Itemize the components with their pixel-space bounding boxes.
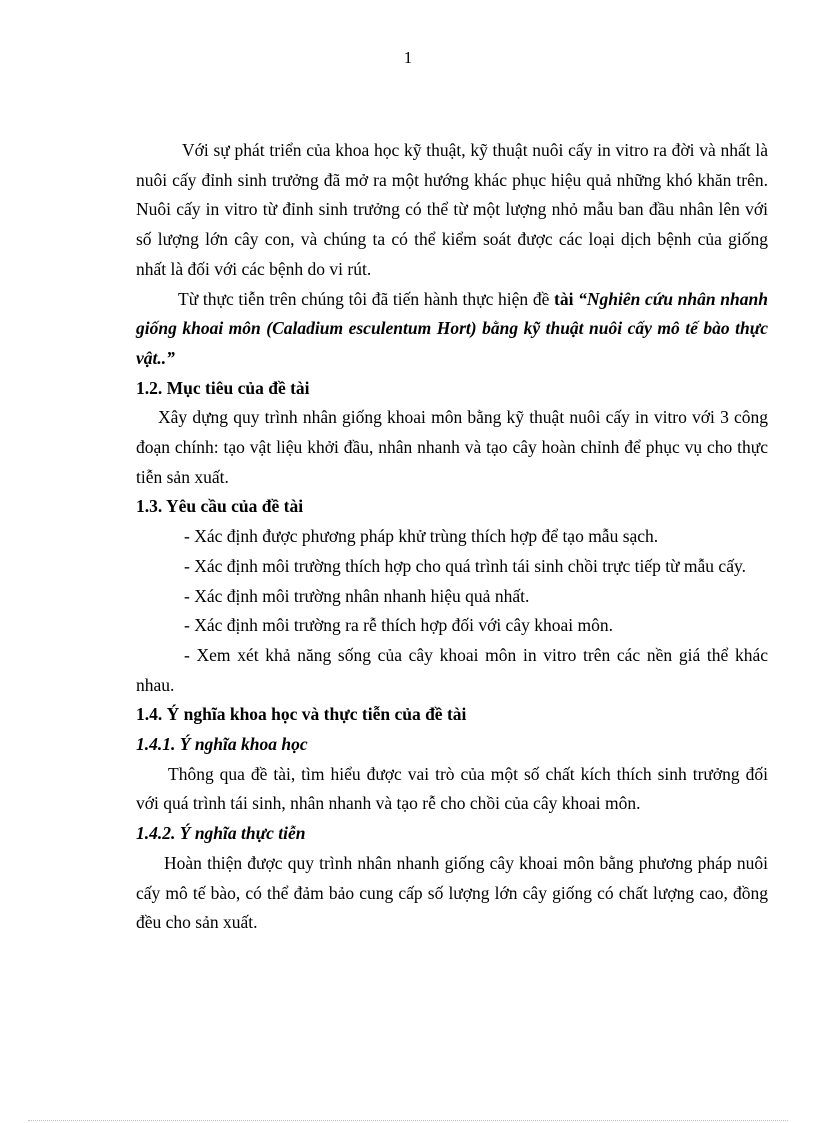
requirement-item: - Xem xét khả năng sống của cây khoai môn in vitro trên các nền giá thể khác nhau.	[136, 644, 768, 695]
intro-paragraph: Với sự phát triển của khoa học kỹ thuật, kỹ thuật nuôi cấy in vitro ra đời và nhất là nuôi cấy đỉnh sinh trưởng đã mở ra một hướng khác phục hiệu quả những khó khăn trên. Nuôi cấy in vitro từ đỉnh sinh trưởng có thể từ một lượng nhỏ mẫu ban đầu nhân lên với số lượng lớn cây con, và chúng ta có thể kiểm soát được các loại dịch bệnh của giống nhất là đối với các bệnh do vi rút.	[136, 140, 768, 279]
requirement-item: - Xác định môi trường nhân nhanh hiệu quả nhất.	[184, 585, 530, 606]
requirement-item: - Xác định môi trường thích hợp cho quá trình tái sinh chồi trực tiếp từ mẫu cấy.	[184, 555, 746, 576]
document-body	[136, 136, 768, 938]
page-bottom-divider	[28, 1120, 788, 1121]
section-1-4-1-text: Thông qua đề tài, tìm hiểu được vai trò của một số chất kích thích sinh trưởng đối với quá trình tái sinh, nhân nhanh và tạo rễ cho chồi của cây khoai môn.	[136, 763, 768, 814]
section-1-2-heading: 1.2. Mục tiêu của đề tài	[136, 377, 310, 398]
topic-tai-word: tài	[554, 288, 574, 309]
section-1-4-2-text: Hoàn thiện được quy trình nhân nhanh giống cây khoai môn bằng phương pháp nuôi cấy mô tế bào, có thể đảm bảo cung cấp số lượng lớn cây giống có chất lượng cao, đồng đều cho sản xuất.	[136, 852, 768, 933]
section-1-4-1-heading: 1.4.1. Ý nghĩa khoa học	[136, 734, 308, 755]
section-1-2-text: Xây dựng quy trình nhân giống khoai môn bằng kỹ thuật nuôi cấy in vitro với 3 công đoạn chính: tạo vật liệu khởi đầu, nhân nhanh và tạo cây hoàn chỉnh để phục vụ cho thực tiễn sản xuất.	[136, 407, 768, 487]
section-1-4-heading: 1.4. Ý nghĩa khoa học và thực tiễn của đề tài	[136, 704, 467, 725]
requirement-item: - Xác định được phương pháp khử trùng thích hợp để tạo mẫu sạch.	[184, 526, 659, 547]
page-number: 1	[403, 48, 413, 67]
topic-paragraph	[136, 285, 768, 374]
topic-title: “Nghiên cứu nhân nhanh giống khoai môn (Caladium esculentum Hort) bằng kỹ thuật nuôi cấy mô tế bào thực vật..”	[136, 288, 768, 368]
requirement-item: - Xác định môi trường ra rễ thích hợp đối với cây khoai môn.	[184, 615, 613, 636]
section-1-3-heading: 1.3. Yêu cầu của đề tài	[136, 496, 304, 517]
section-1-4-2-heading: 1.4.2. Ý nghĩa thực tiễn	[136, 823, 306, 844]
topic-lead-text: Từ thực tiễn trên chúng tôi đã tiến hành thực hiện đề	[178, 288, 555, 309]
